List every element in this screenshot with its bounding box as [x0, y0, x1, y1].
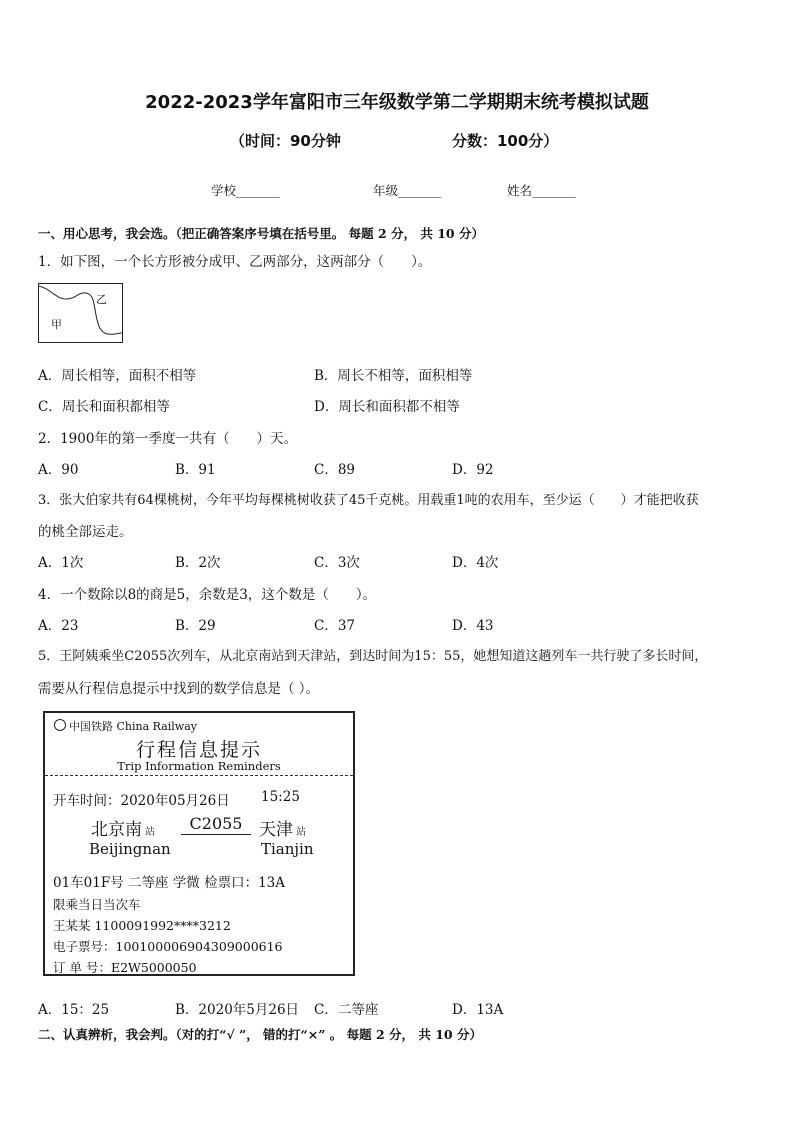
railway-logo-text: 中国铁路 China Railway — [69, 720, 197, 733]
railway-logo — [54, 718, 197, 734]
train-number: C2055 — [181, 814, 251, 835]
school-field: 学校_______ — [211, 183, 280, 198]
q4-option-d: D．43 — [452, 618, 494, 634]
exam-score: 分数：100分） — [452, 132, 559, 150]
from-station — [91, 815, 155, 840]
figure-label-jia: 甲 — [51, 318, 62, 331]
q2-option-c: C．89 — [314, 462, 356, 478]
from-station-en: Beijingnan — [89, 840, 171, 858]
grade-field: 年级_______ — [373, 183, 442, 198]
from-station-cn: 北京南 — [91, 820, 142, 840]
passenger-info: 王某某 1100091992****3212 — [53, 918, 231, 933]
to-station-suffix: 站 — [296, 827, 306, 838]
ticket-limit: 限乘当日当次车 — [53, 897, 141, 912]
question-3-line-2: 的桃全部运走。 — [38, 524, 133, 540]
ticket-title-en: Trip Information Reminders — [117, 759, 281, 773]
question-5-line-1: 5．王阿姨乘坐C2055次列车，从北京南站到天津站，到达时间为15：55，她想知道这趟列车一共行驶了多长时间， — [38, 649, 708, 664]
q3-option-d: D．4次 — [452, 555, 499, 571]
q1-option-d: D．周长和面积都不相等 — [314, 399, 460, 415]
figure-label-yi: 乙 — [96, 293, 107, 306]
rectangle-figure — [38, 283, 123, 343]
question-4: 4．一个数除以8的商是5，余数是3，这个数是（ ）。 — [38, 587, 377, 603]
q5-option-d: D．13A — [452, 1002, 504, 1018]
to-station-cn: 天津 — [259, 820, 293, 840]
ticket-title-cn: 行程信息提示 — [135, 739, 262, 761]
q4-option-a: A．23 — [38, 618, 79, 634]
to-station — [259, 815, 306, 840]
exam-time: （时间：90分钟 — [230, 132, 341, 150]
q5-option-b: B．2020年5月26日 — [175, 1002, 300, 1018]
question-3-line-1: 3．张大伯家共有64棵桃树，今年平均每棵桃树收获了45千克桃。用载重1吨的农用车，至少运（ ）才能把收获 — [38, 493, 699, 508]
depart-time: 15:25 — [261, 789, 300, 805]
q2-option-a: A．90 — [38, 462, 79, 478]
q5-option-c: C．二等座 — [314, 1002, 379, 1018]
eticket-number: 电子票号：10010000690430900061​6 — [53, 939, 283, 954]
question-1: 1．如下图，一个长方形被分成甲、乙两部分，这两部分（ ）。 — [38, 254, 432, 270]
question-2: 2．1900年的第一季度一共有（ ）天。 — [38, 431, 297, 447]
ticket-divider — [45, 775, 353, 776]
q2-option-d: D．92 — [452, 462, 494, 478]
section-one-heading: 一、用心思考，我会选。（把正确答案序号填在括号里。 每题 2 分， 共 10 分） — [38, 226, 484, 241]
section-two-heading: 二、认真辨析，我会判。（对的打“√ ”， 错的打“×” 。 每题 2 分， 共 10 分） — [38, 1027, 482, 1042]
name-field: 姓名_______ — [507, 183, 576, 198]
q4-option-c: C．37 — [314, 618, 356, 634]
question-5-line-2: 需要从行程信息提示中找到的数学信息是（ ）。 — [38, 681, 320, 697]
q4-option-b: B．29 — [175, 618, 216, 634]
seat-line: 01车01F号 二等座 学微 检票口：13A — [53, 875, 286, 891]
q1-option-c: C．周长和面积都相等 — [38, 399, 170, 415]
railway-logo-icon — [54, 719, 66, 731]
q1-option-b: B．周长不相等，面积相等 — [314, 368, 473, 384]
order-number: 订 单 号：E2W5000050 — [53, 960, 197, 975]
q5-option-a: A．15：25 — [38, 1002, 110, 1018]
q2-option-b: B．91 — [175, 462, 216, 478]
from-station-suffix: 站 — [145, 827, 155, 838]
q3-option-b: B．2次 — [175, 555, 221, 571]
q3-option-a: A．1次 — [38, 555, 84, 571]
page-title: 2022-2023学年富阳市三年级数学第二学期期末统考模拟试题 — [145, 92, 649, 113]
trip-info-ticket — [43, 711, 355, 976]
q1-option-a: A．周长相等，面积不相等 — [38, 368, 197, 384]
depart-label: 开车时间：2020年05月26日 — [53, 793, 230, 809]
to-station-en: Tianjin — [261, 840, 314, 858]
q3-option-c: C．3次 — [314, 555, 360, 571]
